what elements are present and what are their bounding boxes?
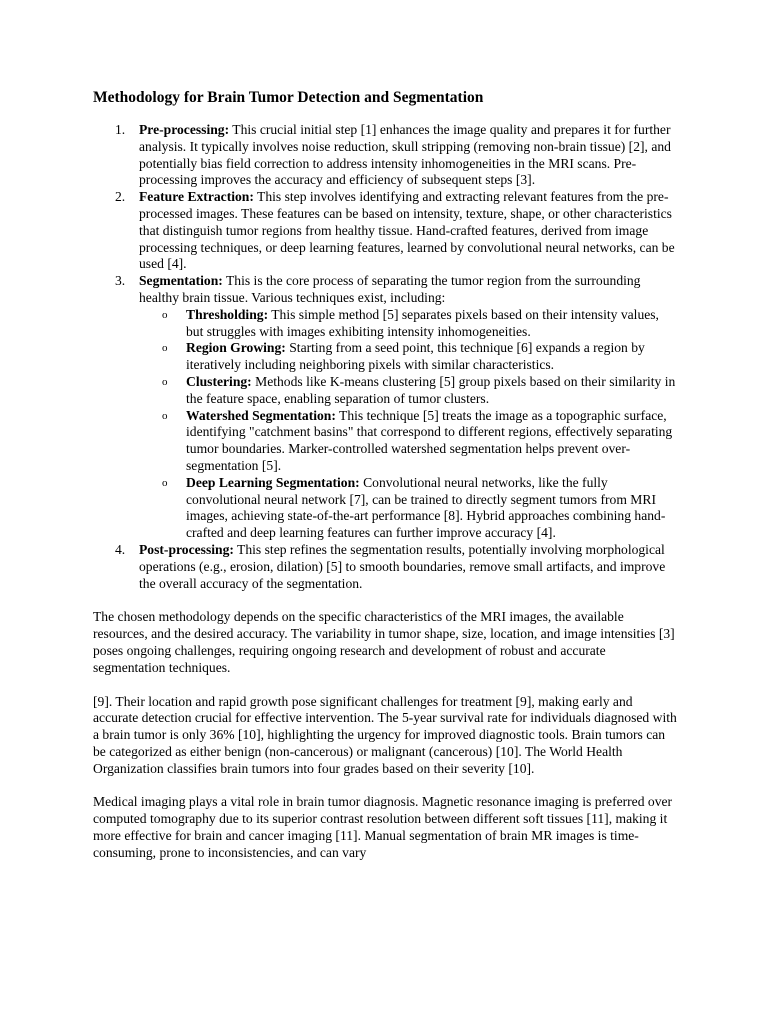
sub-item-label: Watershed Segmentation: [186, 407, 336, 423]
sub-item-label: Deep Learning Segmentation: [186, 474, 360, 490]
step-label: Pre-processing: [139, 122, 230, 137]
sub-item-text: This simple method [5] separates pixels based on their intensity values, but struggles with images exhibiting intensity inhomogeneities. [186, 306, 659, 339]
step-text: This crucial initial step [1] enhances the image quality and prepares it for further analysis. It typically involves noise reduction, skull stripping (removing non-brain tissue) [2], and potentially bias field correction to address intensity inhomogeneities in the MRI scans. Pre-processing improves the accuracy and efficiency of subsequent steps [3]. [139, 122, 671, 188]
step-label: Post-processing: [139, 541, 234, 557]
paragraph-medical-imaging: Medical imaging plays a vital role in brain tumor diagnosis. Magnetic resonance imaging is preferred over computed tomography due to its superior contrast resolution between different soft tissues [11], making it more effective for brain and cancer imaging [11]. Manual segmentation of brain MR images is time-consuming, prone to inconsistencies, and can vary [93, 794, 673, 860]
sub-item [139, 475, 678, 542]
sub-item [139, 340, 678, 374]
methodology-steps-list [93, 122, 678, 592]
step-text: This step involves identifying and extracting relevant features from the pre-processed images. These features can be based on intensity, texture, shape, or other characteristics that distinguish tumor regions from healthy tissue. Hand-crafted features, derived from image processing techniques, or deep learning features, learned by convolutional neural networks, can be used [4]. [139, 189, 675, 272]
bullet-icon: o [162, 409, 168, 422]
sub-item [139, 408, 678, 475]
segmentation-techniques-list [139, 307, 678, 542]
step-text: This step refines the segmentation results, potentially involving morphological operations (e.g., erosion, dilation) [5] to smooth boundaries, remove small artifacts, and improve the overall accuracy of the segmentation. [139, 541, 666, 591]
step-label: Segmentation: [139, 273, 223, 289]
step-number: 4. [115, 541, 126, 557]
sub-item-text: Starting from a seed point, this technique [6] expands a region by iteratively including neighboring pixels with similar characteristics. [186, 340, 645, 373]
document-title: Methodology for Brain Tumor Detection and Segmentation [93, 89, 484, 106]
bullet-icon: o [162, 476, 168, 489]
paragraph-tumor-statistics: [9]. Their location and rapid growth pose significant challenges for treatment [9], making early and accurate detection crucial for effective intervention. The 5-year survival rate for individuals diagnosed with a brain tumor is only 36% [10], highlighting the urgency for improved diagnostic tools. Brain tumors can be categorized as either benign (non-cancerous) or malignant (cancerous) [10]. The World Health Organization classifies brain tumors into four grades based on their severity [10]. [93, 693, 677, 776]
bullet-icon: o [162, 342, 168, 355]
bullet-icon: o [162, 375, 168, 388]
step-label: Feature Extraction: [139, 189, 254, 205]
step-item [93, 189, 678, 273]
step-number: 3. [115, 273, 126, 289]
bullet-icon: o [162, 308, 168, 321]
step-text: This is the core process of separating the tumor region from the surrounding healthy brain tissue. Various techniques exist, including: [139, 273, 641, 305]
paragraph-methodology-summary: The chosen methodology depends on the specific characteristics of the MRI images, the available resources, and the desired accuracy. The variability in tumor shape, size, location, and image intensities [3] poses ongoing challenges, requiring ongoing research and development of robust and accurate segmentation techniques. [93, 609, 675, 675]
step-number: 1. [115, 122, 126, 137]
sub-item-text: Methods like K-means clustering [5] group pixels based on their similarity in the feature space, enabling separation of tumor clusters. [186, 373, 676, 406]
sub-item-label: Region Growing: [186, 340, 286, 356]
step-item [93, 122, 678, 189]
step-item [93, 273, 678, 542]
sub-item [139, 374, 678, 408]
sub-item-text: This technique [5] treats the image as a topographic surface, identifying "catchment basins" that correspond to different regions, effectively separating tumor boundaries. Marker-controlled watershed segmentation helps prevent over-segmentation [5]. [186, 407, 673, 473]
sub-item [139, 307, 678, 341]
step-item [93, 542, 678, 592]
sub-item-label: Clustering: [186, 373, 252, 389]
sub-item-text: Convolutional neural networks, like the fully convolutional neural network [7], can be trained to directly segment tumors from MRI images, achieving state-of-the-art performance [8]. Hybrid approaches combining hand-crafted and deep learning features can further improve accuracy [4]. [186, 474, 666, 541]
step-number: 2. [115, 189, 126, 205]
sub-item-label: Thresholding: [186, 306, 269, 322]
document-page [93, 88, 678, 862]
